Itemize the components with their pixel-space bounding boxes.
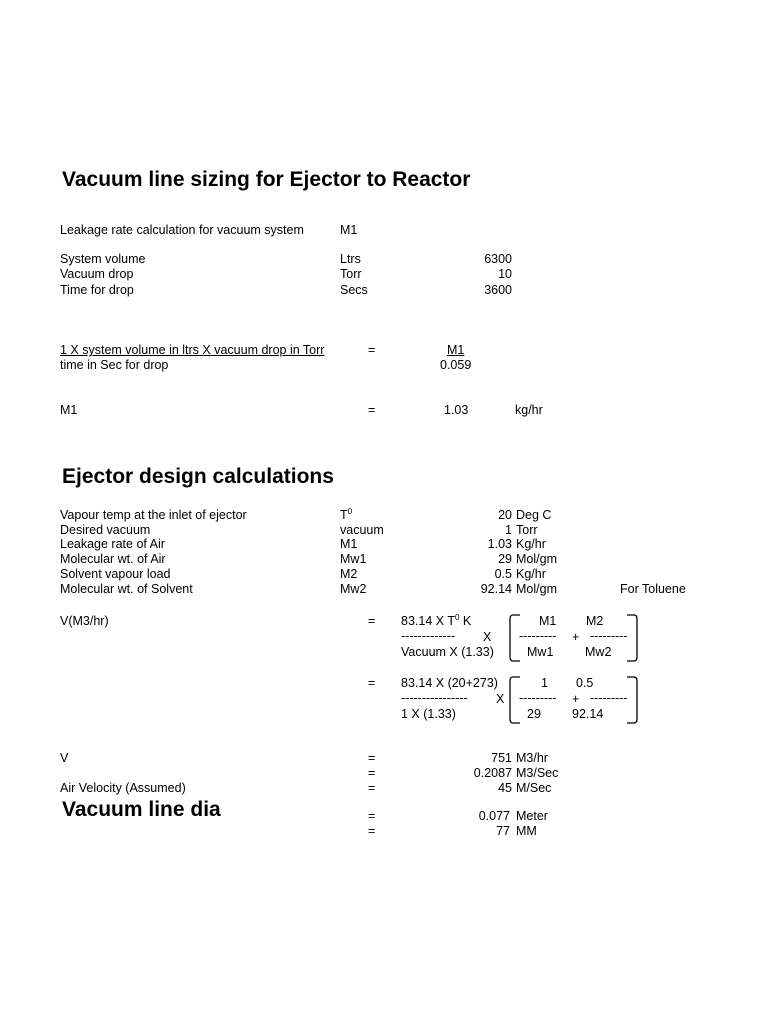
formula-numerator: 1 X system volume in ltrs X vacuum drop in Torr xyxy=(60,343,325,357)
equals-sign: = xyxy=(368,676,376,690)
vapour-temp-value: 20 xyxy=(498,508,512,522)
leakage-air-label: Leakage rate of Air xyxy=(60,537,165,551)
dia-mm-unit: MM xyxy=(516,824,537,838)
desired-vacuum-label: Desired vacuum xyxy=(60,523,151,537)
desired-vacuum-symbol: vacuum xyxy=(340,523,384,537)
time-drop-value: 3600 xyxy=(484,283,512,297)
f1-right-bracket-icon xyxy=(625,614,639,662)
f1-denominator: Vacuum X (1.33) xyxy=(401,645,494,659)
fraction-denominator: 0.059 xyxy=(440,358,472,372)
dia-meter-value: 0.077 xyxy=(478,809,510,823)
leakage-title: Leakage rate calculation for vacuum system xyxy=(60,223,304,237)
f1-multiply: X xyxy=(483,630,492,644)
equals-sign: = xyxy=(368,809,376,823)
f2-twenty-nine: 29 xyxy=(527,707,541,721)
f1-numerator: 83.14 X $T^0$ K xyxy=(401,613,472,628)
formula-denominator: time in Sec for drop xyxy=(60,358,169,372)
vacuum-drop-label: Vacuum drop xyxy=(60,267,134,281)
mol-wt-solvent-unit: Mol/gm xyxy=(516,582,557,596)
m1-result-label: M1 xyxy=(60,403,78,417)
vacuum-drop-value: 10 xyxy=(498,267,512,281)
v-sec-value: 0.2087 xyxy=(473,766,512,780)
v-formula-label: V(M3/hr) xyxy=(60,614,109,628)
mol-wt-solvent-symbol: Mw2 xyxy=(340,582,367,596)
f1-bracket-line-left: --------- xyxy=(519,629,557,643)
f1-mw2: Mw2 xyxy=(585,645,612,659)
ejector-heading: Ejector design calculations xyxy=(62,465,334,488)
v-sec-unit: M3/Sec xyxy=(516,766,559,780)
mol-wt-air-unit: Mol/gm xyxy=(516,552,557,566)
f2-one: 1 xyxy=(541,676,548,690)
solvent-load-value: 0.5 xyxy=(494,567,512,581)
f1-m1: M1 xyxy=(539,614,557,628)
system-volume-value: 6300 xyxy=(484,252,512,266)
equals-sign: = xyxy=(368,766,376,780)
mol-wt-solvent-label: Molecular wt. of Solvent xyxy=(60,582,193,596)
vapour-temp-label: Vapour temp at the inlet of ejector xyxy=(60,508,247,522)
f2-numerator: 83.14 X (20+273) xyxy=(401,676,498,690)
f1-bracket-line-right: --------- xyxy=(590,629,628,643)
f2-plus: + xyxy=(572,692,580,706)
f2-half: 0.5 xyxy=(576,676,594,690)
leakage-air-symbol: M1 xyxy=(340,537,358,551)
f1-fraction-line: ------------- xyxy=(401,629,456,643)
solvent-load-unit: Kg/hr xyxy=(516,567,546,581)
vapour-temp-unit: Deg C xyxy=(516,508,552,522)
m1-result-unit: kg/hr xyxy=(515,403,543,417)
f2-multiply: X xyxy=(496,692,505,706)
desired-vacuum-unit: Torr xyxy=(516,523,538,537)
mol-wt-solvent-value: 92.14 xyxy=(480,582,512,596)
desired-vacuum-value: 1 xyxy=(505,523,512,537)
air-velocity-unit: M/Sec xyxy=(516,781,552,795)
v-result-label: V xyxy=(60,751,69,765)
v-result-value: 751 xyxy=(491,751,512,765)
v-result-unit: M3/hr xyxy=(516,751,548,765)
vacuum-drop-unit: Torr xyxy=(340,267,362,281)
equals-sign: = xyxy=(368,824,376,838)
f2-denominator: 1 X (1.33) xyxy=(401,707,456,721)
vapour-temp-symbol: $T^0$ xyxy=(340,507,353,522)
time-drop-label: Time for drop xyxy=(60,283,134,297)
equals-sign: = xyxy=(368,403,376,417)
time-drop-unit: Secs xyxy=(340,283,368,297)
mol-wt-air-label: Molecular wt. of Air xyxy=(60,552,166,566)
page-title: Vacuum line sizing for Ejector to Reactor xyxy=(62,168,471,191)
solvent-load-label: Solvent vapour load xyxy=(60,567,171,581)
toluene-note: For Toluene xyxy=(620,582,686,596)
equals-sign: = xyxy=(368,343,376,357)
air-velocity-label: Air Velocity (Assumed) xyxy=(60,781,186,795)
f2-right-bracket-icon xyxy=(625,676,639,724)
line-dia-heading: Vacuum line dia xyxy=(62,798,221,821)
mol-wt-air-value: 29 xyxy=(498,552,512,566)
system-volume-label: System volume xyxy=(60,252,146,266)
leakage-air-unit: Kg/hr xyxy=(516,537,546,551)
leakage-air-value: 1.03 xyxy=(487,537,512,551)
dia-mm-value: 77 xyxy=(496,824,510,838)
fraction-numerator: M1 xyxy=(447,343,465,357)
f1-m2: M2 xyxy=(586,614,604,628)
f2-ninety-two: 92.14 xyxy=(572,707,604,721)
system-volume-unit: Ltrs xyxy=(340,252,361,266)
f2-fraction-line: ---------------- xyxy=(401,691,468,705)
equals-sign: = xyxy=(368,614,376,628)
dia-meter-unit: Meter xyxy=(516,809,548,823)
mol-wt-air-symbol: Mw1 xyxy=(340,552,367,566)
f2-bracket-line-left: --------- xyxy=(519,691,557,705)
leakage-symbol: M1 xyxy=(340,223,358,237)
equals-sign: = xyxy=(368,781,376,795)
equals-sign: = xyxy=(368,751,376,765)
m1-result-value: 1.03 xyxy=(444,403,469,417)
f2-bracket-line-right: --------- xyxy=(590,691,628,705)
air-velocity-value: 45 xyxy=(498,781,512,795)
f1-plus: + xyxy=(572,630,580,644)
f1-mw1: Mw1 xyxy=(527,645,554,659)
solvent-load-symbol: M2 xyxy=(340,567,358,581)
